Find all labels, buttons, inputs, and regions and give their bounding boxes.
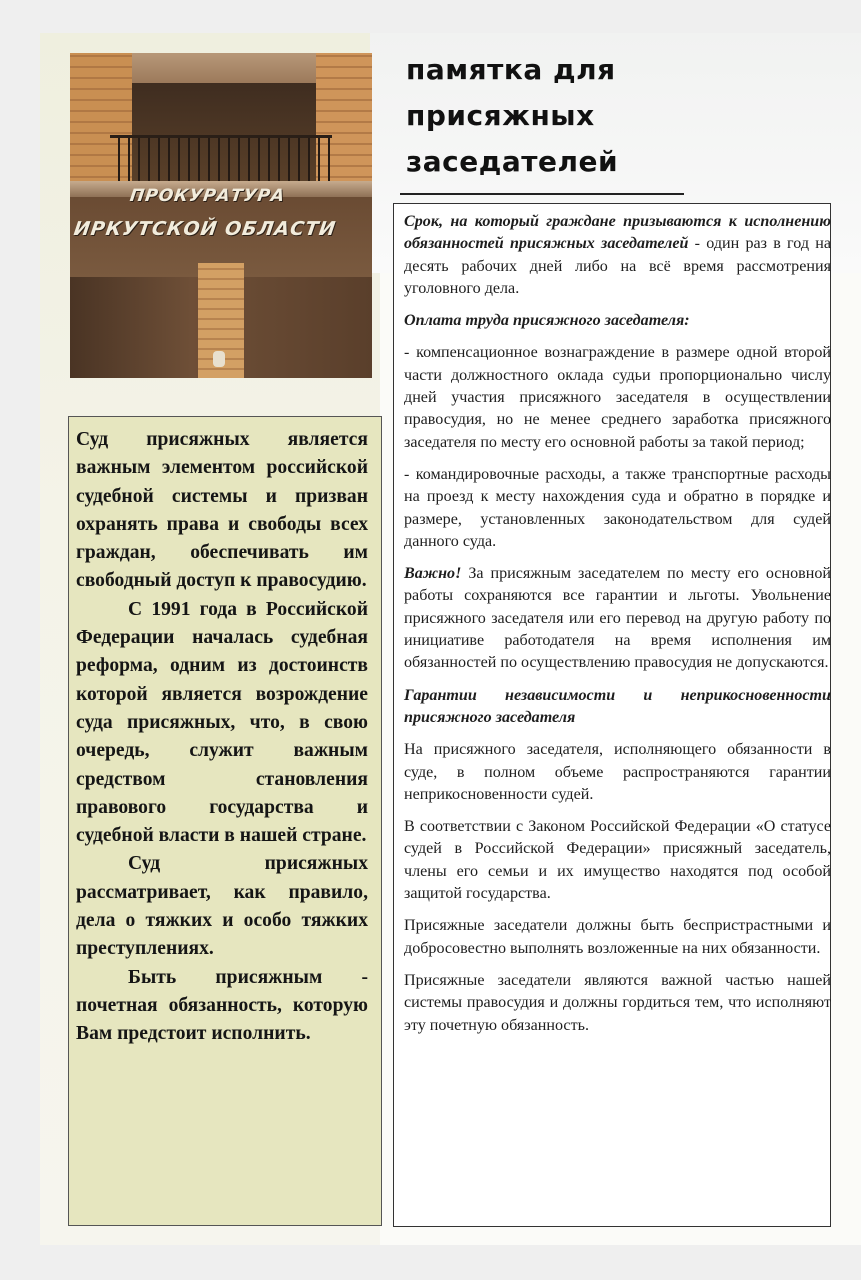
intro-text <box>76 426 368 1049</box>
info-text <box>404 211 831 1047</box>
building-sign-line2: ИРКУТСКОЙ ОБЛАСТИ <box>72 218 338 240</box>
term-paragraph <box>404 211 831 300</box>
leaflet-page <box>40 33 861 1245</box>
title-line3: заседателей <box>406 145 619 178</box>
page-title <box>406 47 706 185</box>
guarantee-paragraph-1: На присяжного заседателя, исполняющего обязанности в суде, в полном объеме распространяются гарантии неприкосновенности судей. <box>404 741 831 803</box>
guarantee-heading: Гарантии независимости и неприкосновенности присяжного заседателя <box>404 686 831 726</box>
guarantee-paragraph-3: Присяжные заседатели должны быть беспристрастными и добросовестно выполнять возложенные на них обязанности. <box>404 917 831 957</box>
lamp <box>213 351 225 367</box>
pay-heading: Оплата труда присяжного заседателя: <box>404 312 690 330</box>
facade-top <box>132 53 316 83</box>
prosecutor-building-photo <box>70 53 372 378</box>
intro-paragraph-4: Быть присяжным - почетная обязанность, которую Вам предстоит исполнить. <box>76 966 368 1045</box>
balcony-railing <box>110 135 332 184</box>
pay-item-2: - командировочные расходы, а также транспортные расходы на проезд к месту нахождения суда и обратно в порядке и размере, установленных законодательством для судей данного суда. <box>404 465 831 550</box>
guarantee-paragraph-4: Присяжные заседатели являются важной частью нашей системы правосудия и должны гордиться тем, что исполняют эту почетную обязанность. <box>404 971 831 1034</box>
building-sign-line1: ПРОКУРАТУРА <box>128 186 287 206</box>
intro-paragraph-3: Суд присяжных рассматривает, как правило, дела о тяжких и особо тяжких преступлениях. <box>76 853 368 960</box>
important-label: Важно! <box>404 565 462 583</box>
important-paragraph <box>404 563 831 674</box>
pay-item-1: - компенсационное вознаграждение в размере одной второй части должностного оклада судьи пропорционально числу дней участия присяжного заседателя в осуществлении правосудия, но не менее среднего заработка присяжного заседателя по месту его основной работы за такой период; <box>404 344 831 451</box>
guarantee-paragraph-2: В соответствии с Законом Российской Федерации «О статусе судей в Российской Федерации» присяжный заседатель, члены его семьи и их имущество находятся под особой защитой государства. <box>404 818 831 903</box>
term-text: - один раз в год на десять рабочих дней либо на всё время рассмотрения уголовного дела. <box>404 235 831 297</box>
title-line2: присяжных <box>406 99 595 132</box>
intro-paragraph-1: Суд присяжных является важным элементом российской судебной системы и призван охранять права и свободы всех граждан, обеспечивать им свободный доступ к правосудию. <box>76 429 368 592</box>
important-text: За присяжным заседателем по месту его основной работы сохраняются все гарантии и льготы. Увольнение присяжного заседателя или его перевод на другую работу по инициативе работодателя на время исполнения им обязанностей по осуществлению правосудия не допускаются. <box>404 565 831 672</box>
term-heading: Срок, на который граждане призываются к исполнению обязанностей присяжных заседателей <box>404 213 831 253</box>
intro-paragraph-2: С 1991 года в Российской Федерации началась судебная реформа, одним из достоинств которой является возрождение суда присяжных, что, в свою очередь, служит важным средством становления правового государства и судебной власти в нашей стране. <box>76 598 368 847</box>
title-line1: памятка для <box>406 53 616 86</box>
title-divider <box>400 193 684 195</box>
